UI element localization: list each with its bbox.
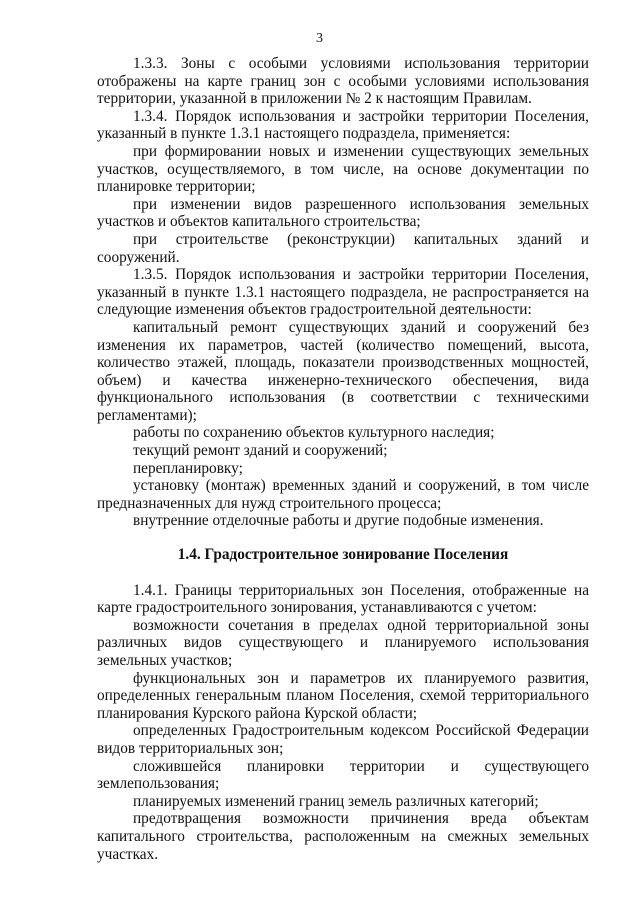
document-body xyxy=(97,55,589,863)
paragraph-1-3-4: 1.3.4. Порядок использования и застройки территории Поселения, указанный в пункте 1.3.1 настоящего подраздела, применяется: xyxy=(97,107,589,143)
list-item: работы по сохранению объектов культурного наследия; xyxy=(133,424,495,442)
list-item: планируемых изменений границ земель различных категорий; xyxy=(133,792,539,810)
list-item: перепланировку; xyxy=(133,459,243,477)
list-item: при формировании новых и изменении существующих земельных участков, осуществляемого, в том числе, на основе документации по планировке территории; xyxy=(97,142,589,196)
paragraph-1-3-3: 1.3.3. Зоны с особыми условиями использования территории отображены на карте границ зон с особыми условиями использования территории, указанной в приложении № 2 к настоящим Правилам. xyxy=(97,55,589,108)
list-item: предотвращения возможности причинения вреда объектам капитального строительства, расположенным на смежных земельных участках. xyxy=(97,810,589,863)
page-number: 3 xyxy=(316,31,323,46)
list-item: текущий ремонт зданий и сооружений; xyxy=(133,442,388,460)
list-item: при изменении видов разрешенного использования земельных участков и объектов капитального строительства; xyxy=(97,195,589,231)
list-item: определенных Градостроительным кодексом Российской Федерации видов территориальных зон; xyxy=(97,722,589,757)
section-heading: 1.4. Градостроительное зонирование Поселения xyxy=(177,546,509,564)
list-item: установку (монтаж) временных зданий и сооружений, в том числе предназначенных для нужд строительного процесса; xyxy=(97,477,589,512)
list-item: при строительстве (реконструкции) капитальных зданий и сооружений. xyxy=(97,230,589,266)
list-item: капитальный ремонт существующих зданий и сооружений без изменения их параметров, частей (количество помещений, высота, количество этажей, площадь, показатели производственных мощностей, объем) и качества инженерно-технического обеспечения, вида функционального использования (в соответствии с техническими регламентами); xyxy=(97,318,589,424)
list-item: возможности сочетания в пределах одной территориальной зоны различных видов существующего и планируемого использования земельных участков; xyxy=(97,616,589,669)
list-item: сложившейся планировки территории и существующего землепользования; xyxy=(97,757,589,793)
paragraph-1-4-1: 1.4.1. Границы территориальных зон Поселения, отображенные на карте градостроительного зонирования, устанавливаются с учетом: xyxy=(97,581,589,617)
list-item: функциональных зон и параметров их планируемого развития, определенных генеральным планом Поселения, схемой территориального планирования Курского района Курской области; xyxy=(97,669,589,722)
list-item: внутренние отделочные работы и другие подобные изменения. xyxy=(133,512,544,530)
paragraph-1-3-5: 1.3.5. Порядок использования и застройки территории Поселения, указанный в пункте 1.3.1 настоящего подраздела, не распространяется на следующие изменения объектов градостроительной деятельности: xyxy=(97,266,589,319)
